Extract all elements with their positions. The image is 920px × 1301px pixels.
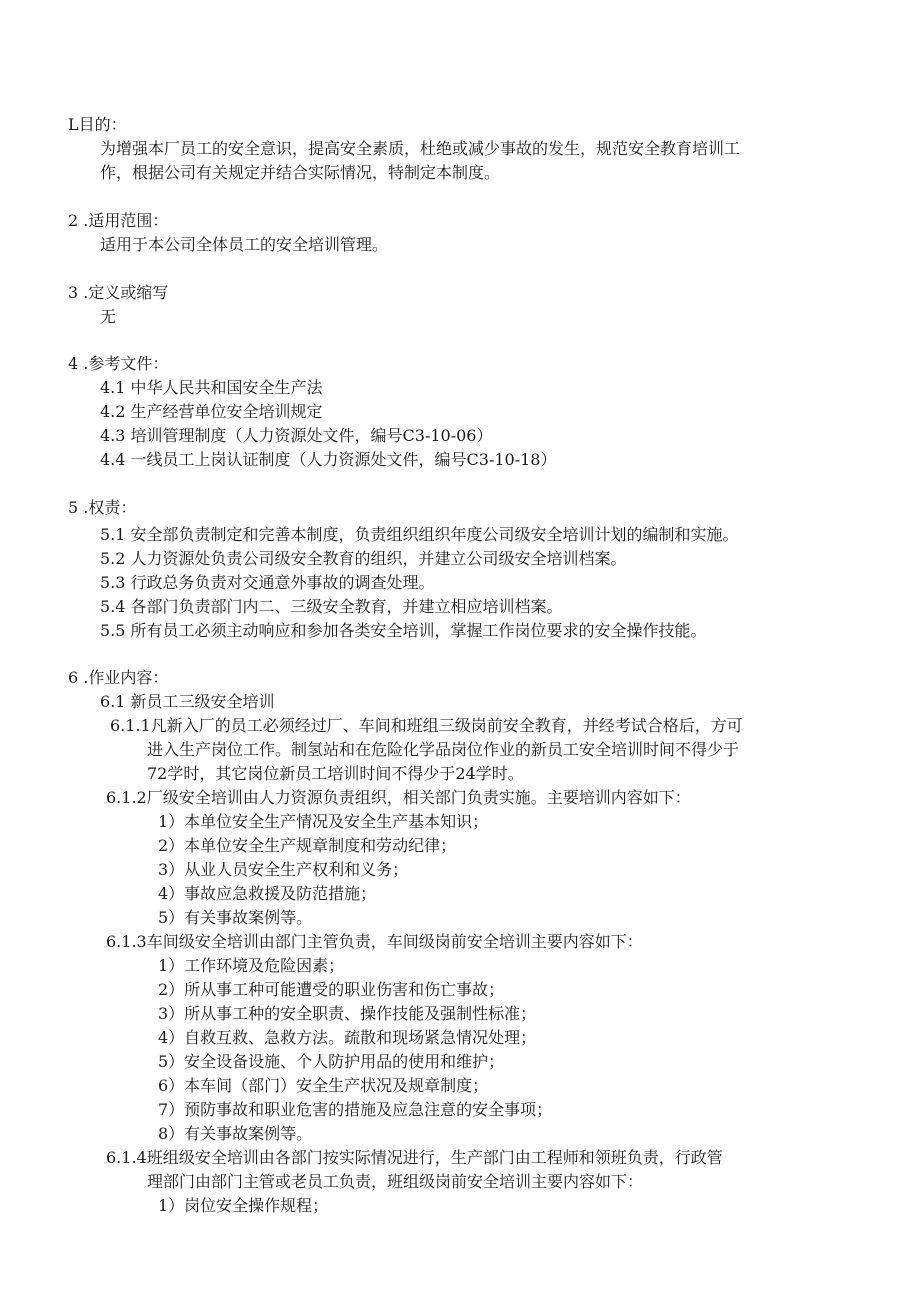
section-1-heading: L目的： (68, 115, 127, 134)
section-1-body-line: 为增强本厂员工的安全意识，提高安全素质，杜绝或减少事故的发生，规范安全教育培训工 (100, 139, 741, 158)
section-3-heading: 3 .定义或缩写 (68, 283, 169, 302)
responsibility-item: 5.2 人力资源处负责公司级安全教育的组织，并建立公司级安全培训档案。 (100, 549, 627, 568)
list-item: 6）本车间（部门）安全生产状况及规章制度； (158, 1076, 489, 1095)
clause-6-1-1-line: 进入生产岗位工作。制氢站和在危险化学品岗位作业的新员工安全培训时间不得少于 (147, 740, 740, 759)
list-item: 4）事故应急救援及防范措施； (158, 884, 377, 903)
section-6-heading: 6 .作业内容： (68, 668, 169, 687)
clause-6-1-2-title: 6.1.2厂级安全培训由人力资源负责组织，相关部门负责实施。主要培训内容如下： (106, 788, 691, 807)
list-item: 3）所从事工种的安全职责、操作技能及强制性标准； (158, 1004, 537, 1023)
clause-6-1-1-line: 72学时，其它岗位新员工培训时间不得少于24学时。 (147, 764, 524, 783)
subsection-6-1-title: 6.1 新员工三级安全培训 (100, 692, 275, 711)
section-2-body: 适用于本公司全体员工的安全培训管理。 (100, 235, 389, 254)
section-1-body-line: 作，根据公司有关规定并结合实际情况，特制定本制度。 (100, 163, 501, 182)
reference-item: 4.4 一线员工上岗认证制度（人力资源处文件，编号C3-10-18） (100, 450, 557, 469)
section-5-heading: 5 .权责： (68, 498, 137, 517)
clause-6-1-1-line: 6.1.1凡新入厂的员工必须经过厂、车间和班组三级岗前安全教育，并经考试合格后，方可 (110, 716, 743, 735)
responsibility-item: 5.5 所有员工必须主动响应和参加各类安全培训，掌握工作岗位要求的安全操作技能。 (100, 621, 707, 640)
clause-6-1-4-line: 6.1.4班组级安全培训由各部门按实际情况进行，生产部门由工程师和领班负责，行政管 (106, 1148, 723, 1167)
list-item: 8）有关事故案例等。 (158, 1124, 313, 1143)
list-item: 1）岗位安全操作规程； (158, 1196, 329, 1215)
list-item: 7）预防事故和职业危害的措施及应急注意的安全事项； (158, 1100, 553, 1119)
list-item: 2）本单位安全生产规章制度和劳动纪律； (158, 836, 457, 855)
reference-item: 4.3 培训管理制度（人力资源处文件，编号C3-10-06） (100, 426, 493, 445)
section-2-heading: 2 .适用范围： (68, 211, 169, 230)
responsibility-item: 5.3 行政总务负责对交通意外事故的调查处理。 (100, 573, 435, 592)
responsibility-item: 5.1 安全部负责制定和完善本制度，负责组织组织年度公司级安全培训计划的编制和实施。 (100, 525, 739, 544)
list-item: 2）所从事工种可能遭受的职业伤害和伤亡事故； (158, 980, 505, 999)
list-item: 3）从业人员安全生产权利和义务； (158, 860, 409, 879)
section-4-heading: 4 .参考文件： (68, 354, 169, 373)
reference-item: 4.2 生产经营单位安全培训规定 (100, 402, 323, 421)
responsibility-item: 5.4 各部门负责部门内二、三级安全教育，并建立相应培训档案。 (100, 597, 563, 616)
list-item: 1）工作环境及危险因素； (158, 956, 345, 975)
clause-6-1-3-title: 6.1.3车间级安全培训由部门主管负责，车间级岗前安全培训主要内容如下： (106, 932, 643, 951)
list-item: 1）本单位安全生产情况及安全生产基本知识； (158, 812, 489, 831)
list-item: 5）有关事故案例等。 (158, 908, 313, 927)
reference-item: 4.1 中华人民共和国安全生产法 (100, 378, 323, 397)
list-item: 5）安全设备设施、个人防护用品的使用和维护； (158, 1052, 505, 1071)
section-3-body: 无 (100, 307, 117, 326)
list-item: 4）自救互救、急救方法。疏散和现场紧急情况处理； (158, 1028, 537, 1047)
clause-6-1-4-line: 理部门由部门主管或老员工负责，班组级岗前安全培训主要内容如下： (147, 1172, 644, 1191)
